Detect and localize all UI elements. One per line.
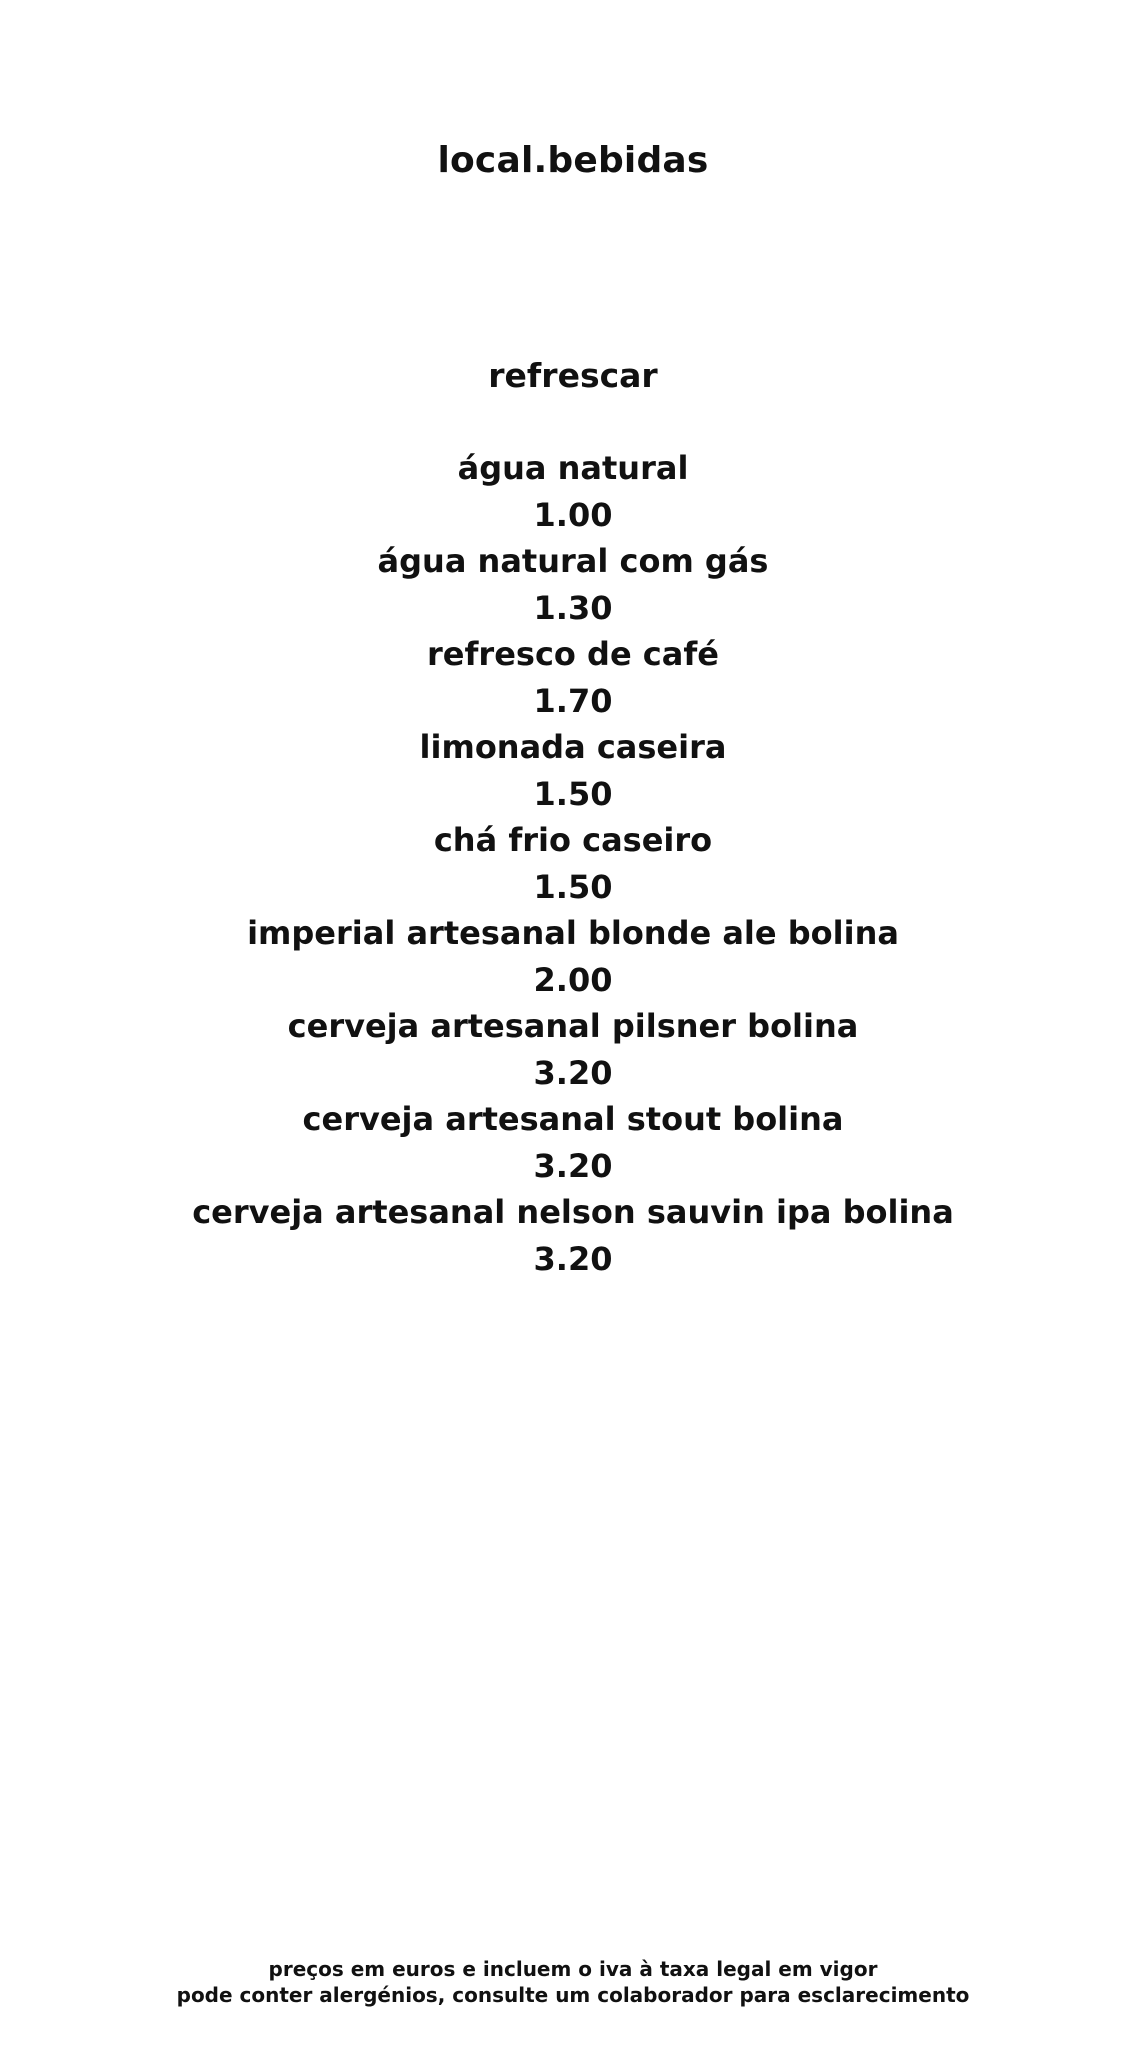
item-name: cerveja artesanal pilsner bolina: [287, 1007, 859, 1045]
item-name: cerveja artesanal nelson sauvin ipa bolina: [192, 1193, 954, 1231]
item-price: 1.70: [533, 681, 613, 720]
item-name: água natural com gás: [377, 542, 769, 580]
item-price: 1.30: [533, 588, 613, 627]
list-item: [0, 1096, 1146, 1189]
allergen-note: pode conter alergénios, consulte um colaborador para esclarecimento: [176, 1983, 970, 2007]
list-item: [0, 724, 1146, 817]
list-item: [0, 1189, 1146, 1282]
list-item: [0, 910, 1146, 1003]
list-item: [0, 538, 1146, 631]
section-heading: refrescar: [488, 356, 658, 395]
drinks-list: [0, 445, 1146, 1282]
list-item: [0, 445, 1146, 538]
item-price: 1.00: [533, 495, 613, 534]
item-name: água natural: [457, 449, 689, 487]
price-note: preços em euros e incluem o iva à taxa legal em vigor: [268, 1957, 878, 1981]
item-name: chá frio caseiro: [433, 821, 713, 859]
list-item: [0, 817, 1146, 910]
page-title: local.bebidas: [437, 140, 709, 181]
footer-notes: [0, 1956, 1146, 2008]
item-price: 2.00: [533, 960, 613, 999]
item-name: cerveja artesanal stout bolina: [302, 1100, 844, 1138]
item-price: 1.50: [533, 774, 613, 813]
item-name: limonada caseira: [419, 728, 727, 766]
item-price: 3.20: [533, 1239, 613, 1278]
item-name: refresco de café: [427, 635, 719, 673]
list-item: [0, 1003, 1146, 1096]
item-price: 3.20: [533, 1053, 613, 1092]
item-name: imperial artesanal blonde ale bolina: [247, 914, 899, 952]
item-price: 1.50: [533, 867, 613, 906]
item-price: 3.20: [533, 1146, 613, 1185]
list-item: [0, 631, 1146, 724]
